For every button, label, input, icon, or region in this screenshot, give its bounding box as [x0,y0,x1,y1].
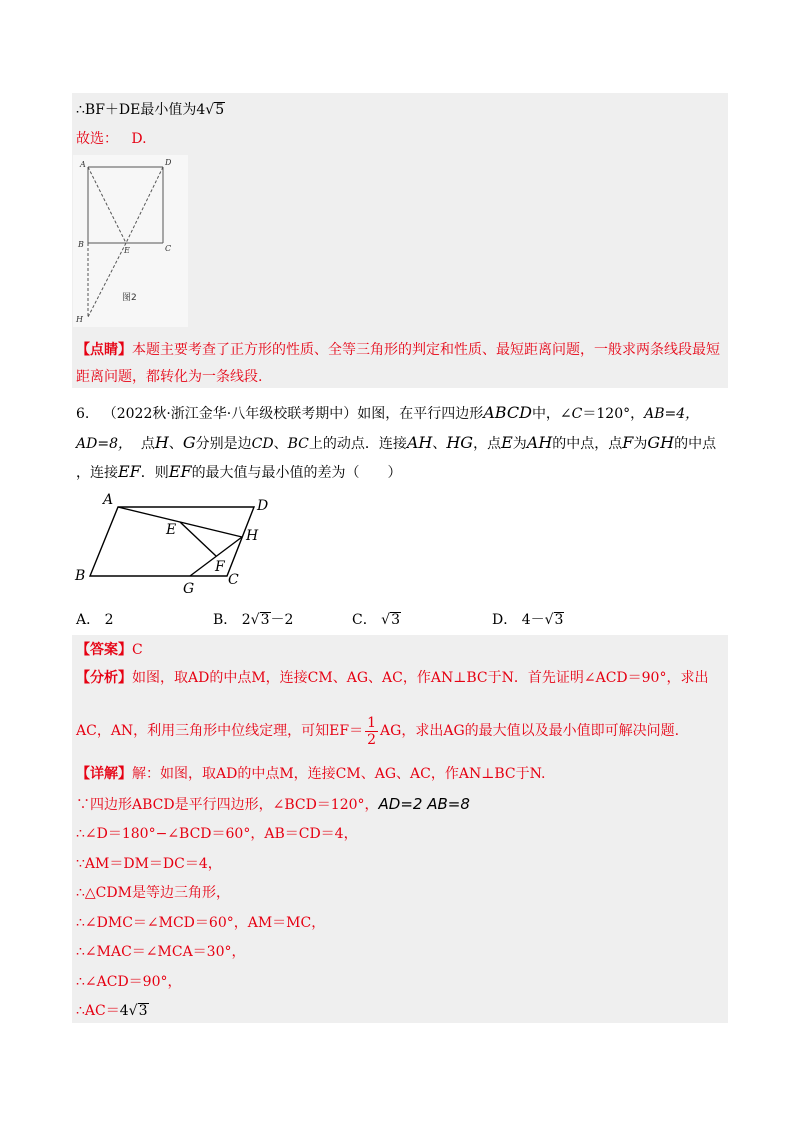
vertex-c: C [165,244,172,253]
label-e: E [166,522,177,538]
fraction: $\frac{1}{2}$ [367,714,377,748]
option-b[interactable]: B． 2√3－2 [213,612,294,628]
detail-step-2: ∴∠D＝180°−∠BCD＝60°，AB＝CD＝4， [76,826,358,842]
question-line-1: 6. （2022秋·浙江金华·八年级校联考期中）如图，在平行四边形ABCD中，∠C＝120°，AB=4， [76,403,700,422]
figure-caption: 图2 [122,293,137,303]
parallelogram-figure [70,490,280,600]
detail-step-5: ∴∠DMC＝∠MCD＝60°，AM＝MC， [76,915,326,931]
vertex-b: B [78,240,84,249]
answer-line: 【答案】C [76,642,143,658]
sqrt-expression: √3 [381,612,401,628]
vertex-e: E [124,246,130,255]
sqrt-expression: √3 [128,1003,148,1019]
vertex-d: D [165,158,172,167]
detail-step-4: ∴△CDM是等边三角形， [76,885,230,901]
label-d: D [257,498,269,514]
detail-step-8: ∴AC＝4√3 [76,1003,148,1019]
label-f: F [215,559,225,575]
label-a: A [103,492,114,508]
detail-step-3: ∵AM＝DM＝DC＝4， [76,856,222,872]
label-c: C [228,572,239,588]
analysis-line-2: AC，AN，利用三角形中位线定理，可知EF＝ $\frac{1}{2}$ AG，求出AG的最大值以及最小值即可解决问题. [76,714,680,748]
prev-choice: 故选： D. [76,131,147,147]
option-c[interactable]: C． √3 [352,612,401,628]
comment-line-2: 距离问题，都转化为一条线段. [76,369,263,385]
label-h: H [246,528,259,544]
question-line-2: AD=8， 点H、G分别是边CD、BC上的动点．连接AH、HG，点E为AH的中点，点F为GH的中点 [76,433,717,452]
sqrt-expression: √3 [250,612,270,628]
vertex-h: H [76,315,83,324]
square-figure [73,155,188,327]
analysis-line-1: 【分析】如图，取AD的中点M，连接CM、AG、AC，作AN⊥BC于N．首先证明∠ACD＝90°，求出 [76,670,709,686]
vertex-a: A [80,160,86,169]
sqrt-expression: √3 [544,612,564,628]
detail-intro: 【详解】解：如图，取AD的中点M，连接CM、AG、AC，作AN⊥BC于N. [76,766,546,782]
comment-line-1: 【点睛】本题主要考查了正方形的性质、全等三角形的判定和性质、最短距离问题，一般求两条线段最短 [76,342,720,358]
detail-step-6: ∴∠MAC＝∠MCA＝30°， [76,944,246,960]
question-line-3: ，连接EF．则EF的最大值与最小值的差为（ ） [76,462,402,481]
label-b: B [75,568,86,584]
detail-step-1: ∵四边形ABCD是平行四边形，∠BCD＝120°，AD=2 AB=8 [76,795,470,813]
prev-conclusion: ∴BF＋DE最小值为4√5 [76,102,225,118]
detail-step-7: ∴∠ACD＝90°， [76,974,182,990]
option-a[interactable]: A． 2 [76,612,114,628]
option-d[interactable]: D． 4－√3 [492,612,564,628]
label-g: G [183,581,195,597]
sqrt-expression: √5 [205,102,225,118]
